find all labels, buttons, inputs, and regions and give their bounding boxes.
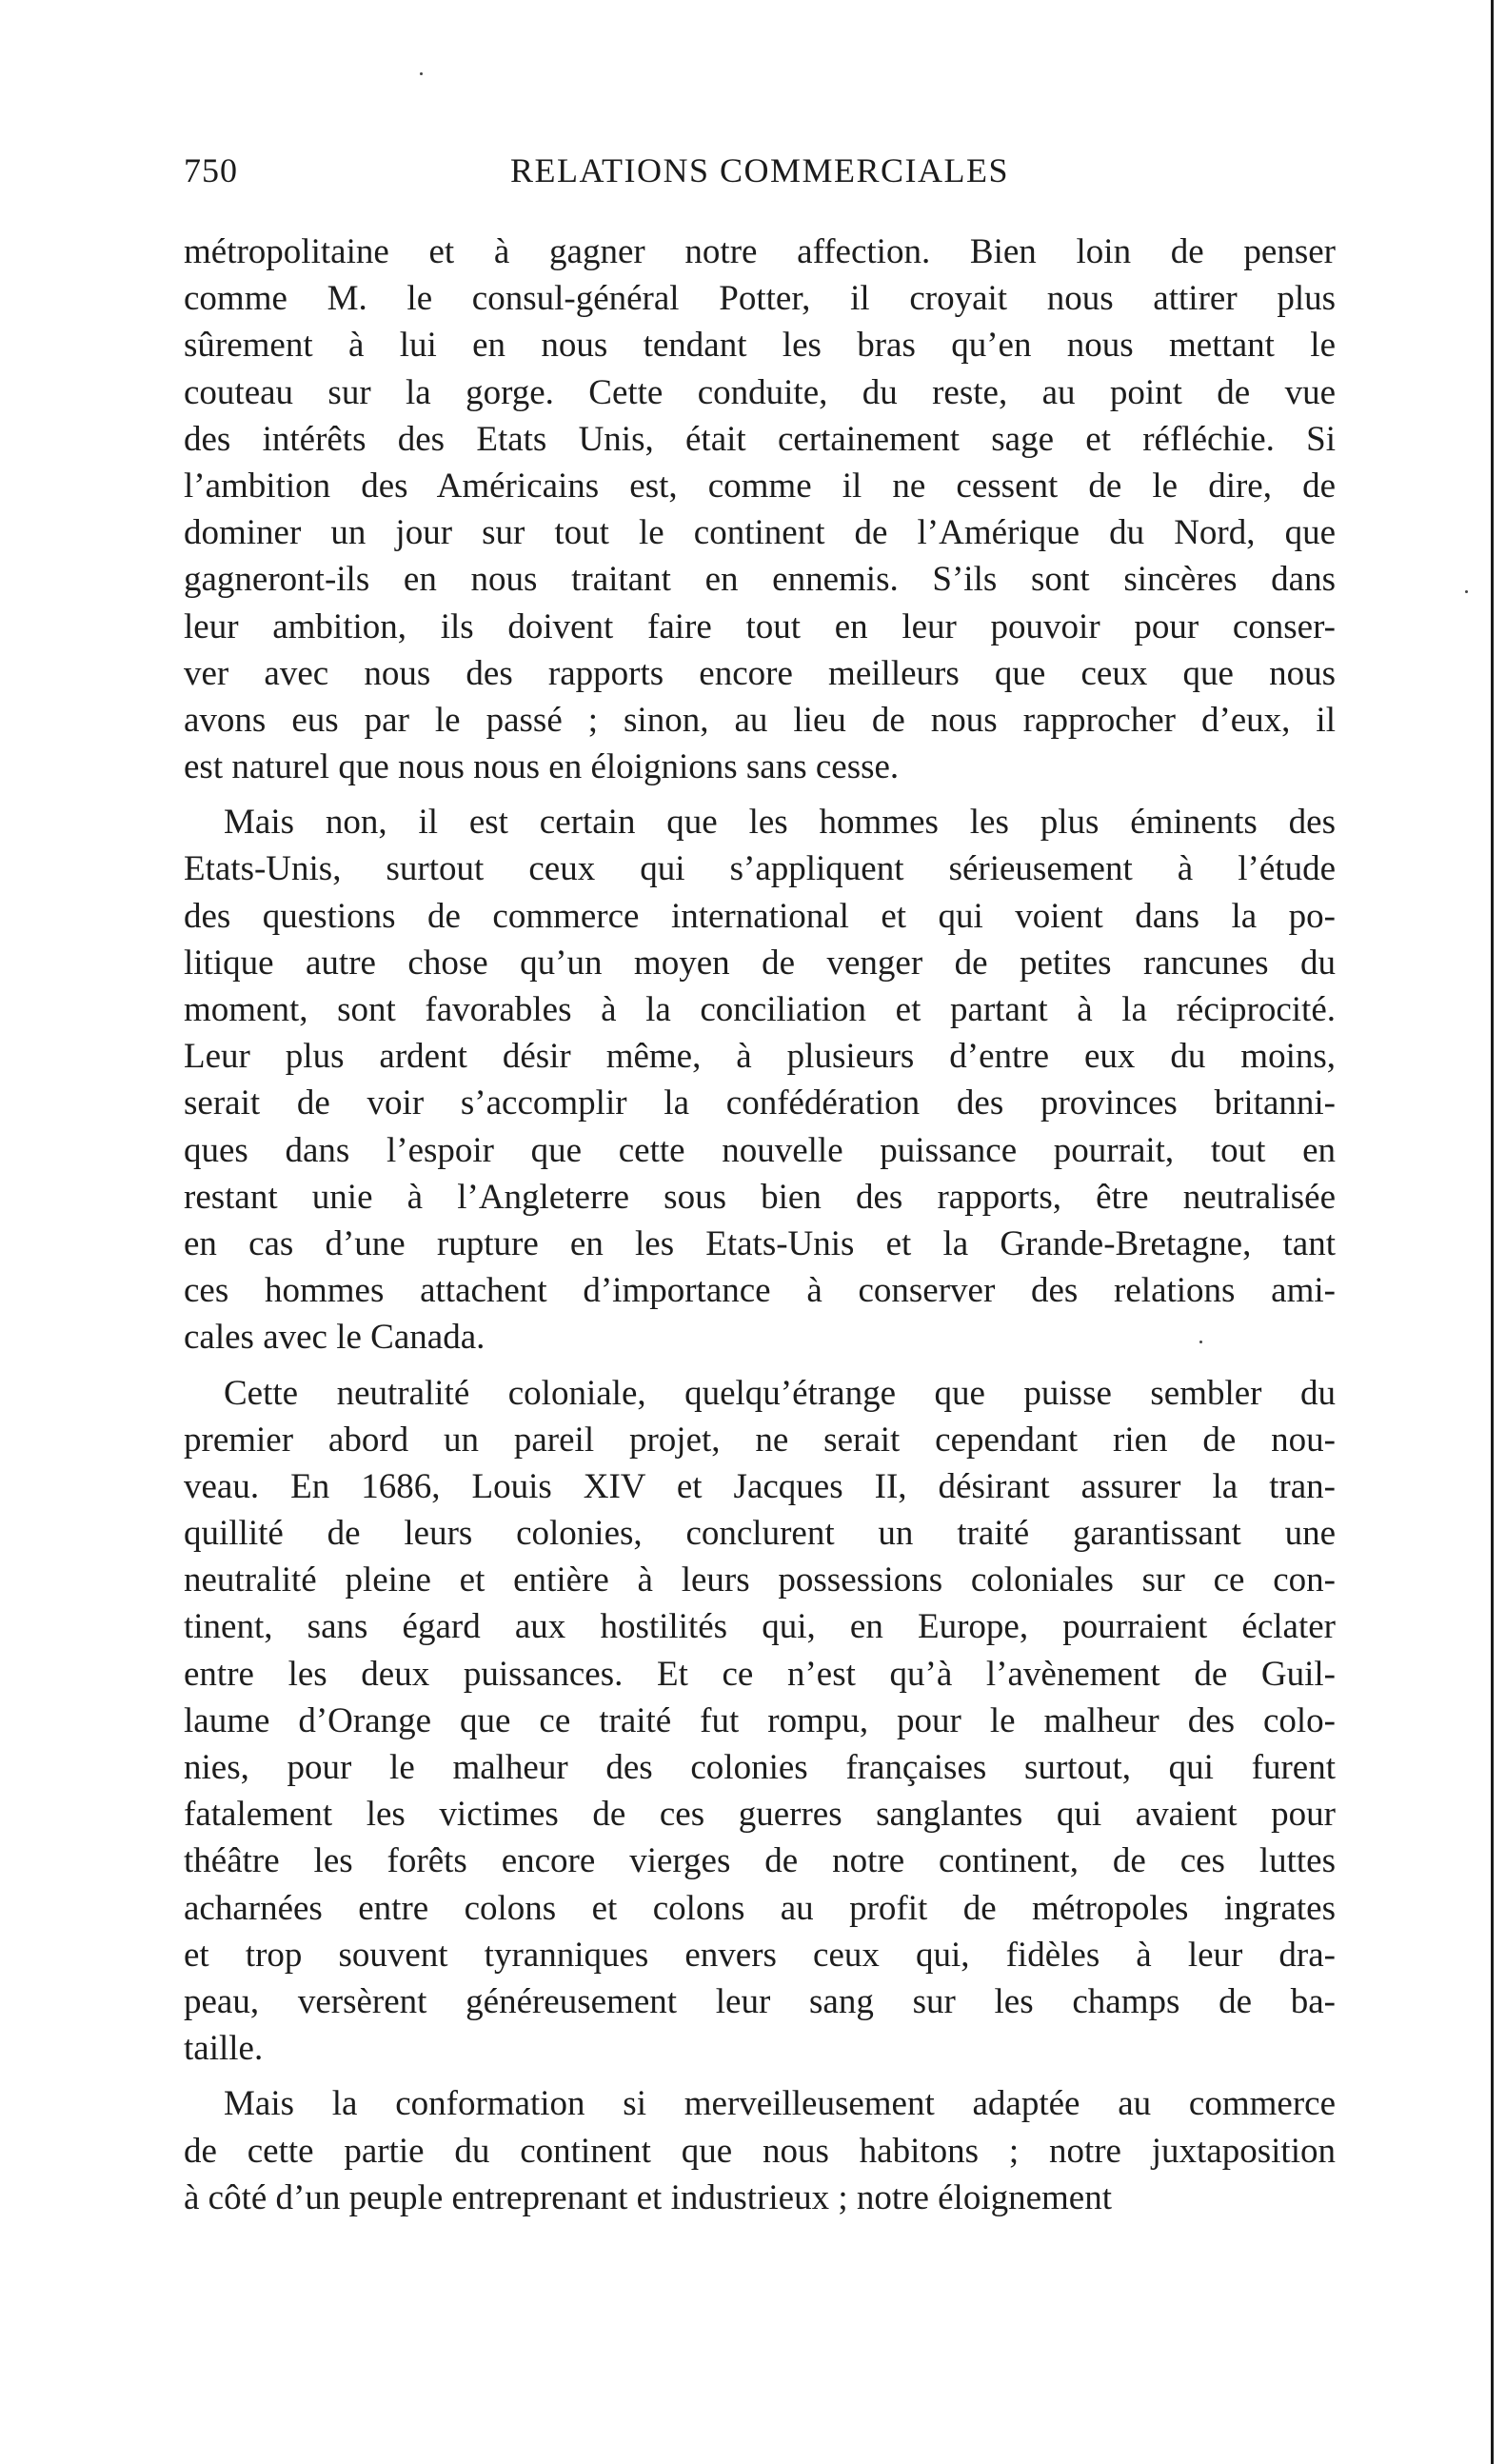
text-line: Mais la conformation si merveilleusement adaptée au commerce xyxy=(224,2084,1336,2124)
text-line: ques dans l’espoir que cette nouvelle puissance pourrait, tout en xyxy=(184,1130,1336,1170)
text-line: peau, versèrent généreusement leur sang sur les champs de ba- xyxy=(184,1981,1336,2021)
text-line: l’ambition des Américains est, comme il ne cessent de le dire, de xyxy=(184,466,1336,506)
text-line: tinent, sans égard aux hostilités qui, en Europe, pourraient éclater xyxy=(184,1607,1336,1647)
paragraph xyxy=(184,799,1336,1361)
text-line: en cas d’une rupture en les Etats-Unis et la Grande-Bretagne, tant xyxy=(184,1223,1336,1263)
text-line: nies, pour le malheur des colonies françaises surtout, qui furent xyxy=(184,1748,1336,1787)
scan-speck xyxy=(420,72,423,75)
text-line: avons eus par le passé ; sinon, au lieu de nous rapprocher d’eux, il xyxy=(184,700,1336,740)
text-line: à côté d’un peuple entreprenant et industrieux ; notre éloignement xyxy=(184,2177,1113,2217)
text-line: de cette partie du continent que nous habitons ; notre juxtaposition xyxy=(184,2131,1336,2171)
text-line: Etats-Unis, surtout ceux qui s’appliquent sérieusement à l’étude xyxy=(184,849,1336,889)
text-line: des intérêts des Etats Unis, était certainement sage et réfléchie. Si xyxy=(184,419,1336,459)
text-line: des questions de commerce international et qui voient dans la po- xyxy=(184,896,1336,936)
text-line: Cette neutralité coloniale, quelqu’étrange que puisse sembler du xyxy=(224,1373,1336,1413)
text-line: acharnées entre colons et colons au profit de métropoles ingrates xyxy=(184,1888,1336,1928)
text-line: Leur plus ardent désir même, à plusieurs d’entre eux du moins, xyxy=(184,1037,1336,1077)
text-line: neutralité pleine et entière à leurs possessions coloniales sur ce con- xyxy=(184,1560,1336,1600)
text-line: est naturel que nous nous en éloignions sans cesse. xyxy=(184,747,900,787)
text-line: taille. xyxy=(184,2029,264,2069)
text-line: ver avec nous des rapports encore meilleurs que ceux que nous xyxy=(184,653,1336,693)
paragraph xyxy=(184,2080,1336,2221)
text-line: quillité de leurs colonies, conclurent un traité garantissant une xyxy=(184,1514,1336,1554)
page-header xyxy=(184,150,1336,198)
text-line: comme M. le consul-général Potter, il croyait nous attirer plus xyxy=(184,279,1336,319)
text-line: serait de voir s’accomplir la confédération des provinces britanni- xyxy=(184,1083,1336,1123)
text-line: restant unie à l’Angleterre sous bien des rapports, être neutralisée xyxy=(184,1177,1336,1217)
text-line: sûrement à lui en nous tendant les bras qu’en nous mettant le xyxy=(184,326,1336,366)
text-line: ces hommes attachent d’importance à conserver des relations ami- xyxy=(184,1271,1336,1311)
text-line: dominer un jour sur tout le continent de l’Amérique du Nord, que xyxy=(184,513,1336,553)
paragraph xyxy=(184,1370,1336,2073)
body-text xyxy=(184,229,1336,2230)
text-line: moment, sont favorables à la conciliation et partant à la réciprocité. xyxy=(184,990,1336,1029)
text-line: Mais non, il est certain que les hommes les plus éminents des xyxy=(224,803,1336,843)
text-line: métropolitaine et à gagner notre affection. Bien loin de penser xyxy=(184,232,1336,271)
text-line: cales avec le Canada. xyxy=(184,1318,485,1358)
scan-speck xyxy=(1465,590,1468,593)
text-line: couteau sur la gorge. Cette conduite, du reste, au point de vue xyxy=(184,372,1336,412)
text-line: litique autre chose qu’un moyen de venger de petites rancunes du xyxy=(184,943,1336,983)
text-line: entre les deux puissances. Et ce n’est qu’à l’avènement de Guil- xyxy=(184,1654,1336,1694)
text-line: leur ambition, ils doivent faire tout en leur pouvoir pour conser- xyxy=(184,606,1336,646)
paragraph xyxy=(184,229,1336,790)
page-number: 750 xyxy=(184,151,238,189)
text-line: fatalement les victimes de ces guerres sanglantes qui avaient pour xyxy=(184,1795,1336,1835)
text-line: laume d’Orange que ce traité fut rompu, pour le malheur des colo- xyxy=(184,1700,1336,1740)
page-edge-rule xyxy=(1491,0,1494,2464)
text-line: gagneront-ils en nous traitant en ennemis. S’ils sont sincères dans xyxy=(184,560,1336,600)
text-line: premier abord un pareil projet, ne serait cependant rien de nou- xyxy=(184,1420,1336,1460)
text-line: veau. En 1686, Louis XIV et Jacques II, désirant assurer la tran- xyxy=(184,1466,1336,1506)
scan-speck xyxy=(1199,1341,1202,1343)
running-title: RELATIONS COMMERCIALES xyxy=(509,151,1010,189)
text-line: théâtre les forêts encore vierges de notre continent, de ces luttes xyxy=(184,1841,1336,1881)
text-line: et trop souvent tyranniques envers ceux qui, fidèles à leur dra- xyxy=(184,1935,1336,1975)
